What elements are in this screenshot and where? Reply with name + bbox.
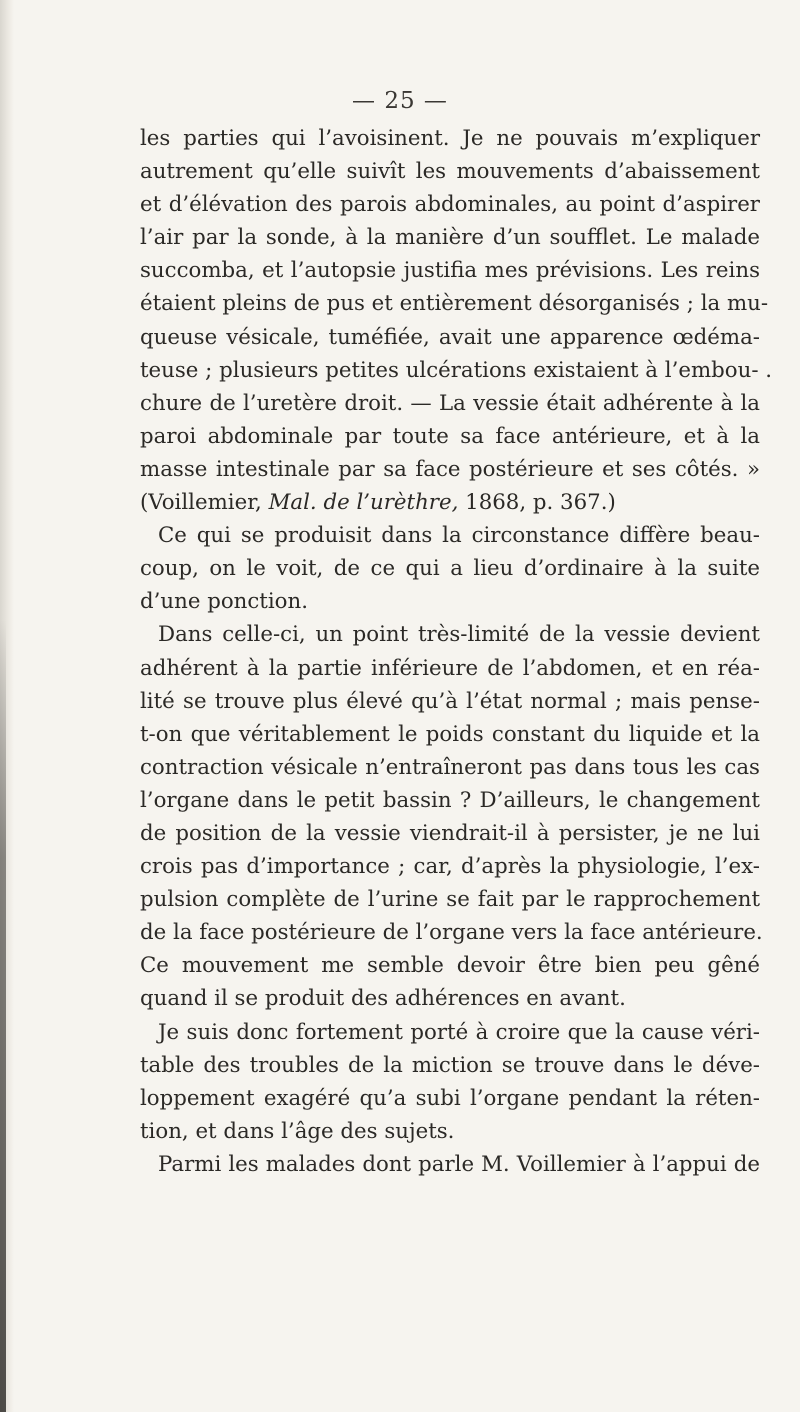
text-line: loppement exagéré qu’a subi l’organe pendant la réten- xyxy=(140,1085,760,1111)
text-line: lité se trouve plus élevé qu’à l’état normal ; mais pense- xyxy=(140,688,760,714)
citation-line xyxy=(140,486,760,519)
text-line: tion, et dans l’âge des sujets. xyxy=(140,1118,455,1144)
text-line: table des troubles de la miction se trouve dans le déve- xyxy=(140,1052,760,1078)
text-line: étaient pleins de pus et entièrement désorganisés ; la mu- xyxy=(140,291,769,317)
text-line: Ce qui se produisit dans la circonstance diffère beau- xyxy=(158,523,760,549)
text-line: paroi abdominale par toute sa face antérieure, et à la xyxy=(140,423,760,449)
text-line: les parties qui l’avoisinent. Je ne pouvais m’expliquer xyxy=(140,126,760,151)
citation-title: Mal. de l’urèthre, xyxy=(268,490,459,516)
text-line: succomba, et l’autopsie justifia mes prévisions. Les reins xyxy=(140,258,760,284)
text-line: de position de la vessie viendrait-il à persister, je ne lui xyxy=(140,820,760,846)
text-line: et d’élévation des parois abdominales, au point d’aspirer xyxy=(140,192,760,218)
text-line: Je suis donc fortement porté à croire que la cause véri- xyxy=(158,1019,760,1045)
page-number: — 25 — xyxy=(352,88,448,114)
text-line: crois pas d’importance ; car, d’après la physiologie, l’ex- xyxy=(140,854,760,880)
citation-suffix: 1868, p. 367.) xyxy=(458,490,616,516)
body-text xyxy=(140,122,773,1181)
text-line: adhérent à la partie inférieure de l’abdomen, et en réa- xyxy=(140,655,760,681)
text-line: Ce mouvement me semble devoir être bien peu gêné xyxy=(140,953,760,979)
text-line: l’air par la sonde, à la manière d’un soufflet. Le malade xyxy=(140,225,760,251)
text-line: chure de l’uretère droit. — La vessie était adhérente à la xyxy=(140,390,760,416)
text-line: queuse vésicale, tuméfiée, avait une apparence œdéma- xyxy=(140,324,760,350)
text-line: contraction vésicale n’entraîneront pas dans tous les cas xyxy=(140,754,760,780)
text-line: autrement qu’elle suivît les mouvements d’abaissement xyxy=(140,159,760,185)
text-line: d’une ponction. xyxy=(140,589,308,615)
text-line: de la face postérieure de l’organe vers la face antérieure. xyxy=(140,920,763,946)
binding-shadow xyxy=(0,620,6,1412)
citation-prefix: (Voillemier, xyxy=(140,490,269,516)
text-line: l’organe dans le petit bassin ? D’ailleurs, le changement xyxy=(140,787,760,813)
text-line: Parmi les malades dont parle M. Voillemier à l’appui de xyxy=(158,1151,760,1177)
text-line: pulsion complète de l’urine se fait par le rapprochement xyxy=(140,887,760,913)
text-line: Dans celle-ci, un point très-limité de la vessie devient xyxy=(158,622,760,648)
text-line: teuse ; plusieurs petites ulcérations existaient à l’embou- . xyxy=(140,357,773,383)
text-line: quand il se produit des adhérences en avant. xyxy=(140,986,626,1012)
text-line: masse intestinale par sa face postérieure et ses côtés. » xyxy=(140,456,760,482)
text-line: t-on que véritablement le poids constant du liquide et la xyxy=(140,721,760,747)
text-line: coup, on le voit, de ce qui a lieu d’ordinaire à la suite xyxy=(140,556,760,582)
